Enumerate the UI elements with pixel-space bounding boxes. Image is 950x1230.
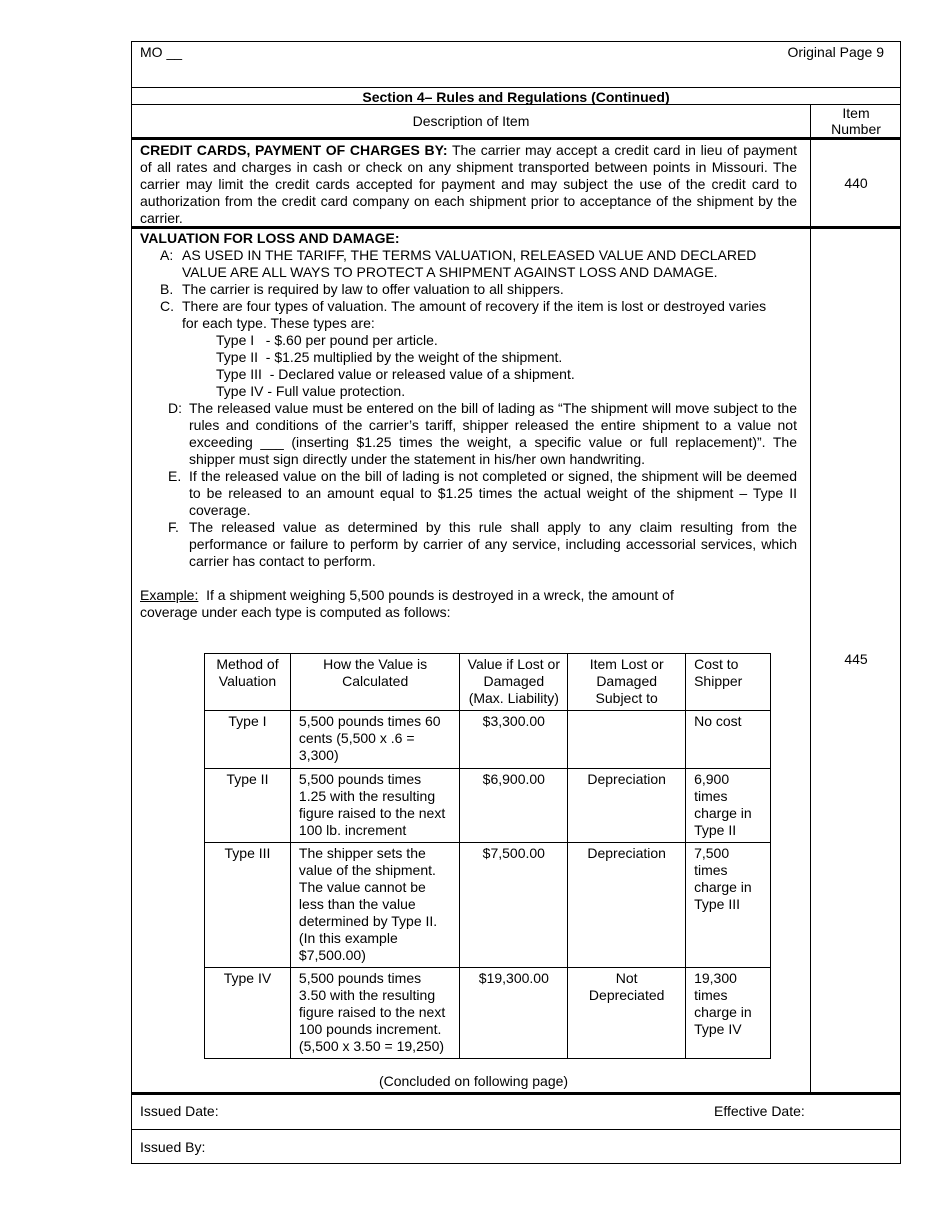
table-cell: $6,900.00 [460,769,568,843]
table-row [205,711,771,769]
mo-number: MO __ [140,44,183,60]
table-row [205,843,771,968]
clause-f [140,519,797,570]
table-header-cell: Value if Lost or Damaged (Max. Liability) [460,654,568,711]
clause-label: F. [168,519,179,535]
table-cell [568,711,686,769]
clause-text: The released value must be entered on the bill of lading as “The shipment will move subject to the rules and conditions of the carrier’s tariff, shipper released the entire shipment to a value not exceeding ___ (inserting $1.25 times the weight, a specific value or full replacement)”. The shipper must sign directly under the statement in his/her own handwriting. [189,400,797,467]
clause-text: The released value as determined by this rule shall apply to any claim resulting from the performance or failure to perform by carrier of any service, including accessorial services, which carrier has contact to perform. [189,519,797,569]
table-cell: 5,500 pounds times 1.25 with the resulting figure raised to the next 100 lb. increment [290,769,459,843]
clause-d [140,400,797,468]
col-description-header: Description of Item [412,113,530,129]
divider-thick [132,226,900,229]
clause-text: If the released value on the bill of lading is not completed or signed, the shipment will be deemed to be released to an amount equal to $1.25 times the actual weight of the shipment – Type II coverage. [189,468,797,518]
table-header-row [205,654,771,711]
clause-label: B. [160,281,174,297]
table-cell: $19,300.00 [460,968,568,1059]
table-cell: $7,500.00 [460,843,568,968]
tariff-page [131,41,901,1164]
table-cell: No cost [686,711,771,769]
table-cell: 5,500 pounds times 3.50 with the resulting figure raised to the next 100 pounds increment. (5,500 x 3.50 = 19,250) [290,968,459,1059]
table-cell: Type II [205,769,291,843]
table-header-cell: Cost to Shipper [686,654,771,711]
item-number-440: 440 [844,175,868,191]
table-header-cell: Item Lost or Damaged Subject to [568,654,686,711]
credit-cards-item [140,142,797,227]
divider [132,104,900,105]
clause-label: E. [168,468,182,484]
table-cell: Type IV [205,968,291,1059]
page-header [132,42,900,88]
table-cell: 6,900 times charge in Type II [686,769,771,843]
clause-text: There are four types of valuation. The amount of recovery if the item is lost or destroyed varies for each type. These types are: [182,298,767,331]
table-cell: $3,300.00 [460,711,568,769]
column-divider [810,105,811,1092]
issued-by-label: Issued By: [140,1139,206,1155]
effective-date-label: Effective Date: [714,1103,805,1119]
clause-label: D: [168,400,182,416]
type-line: Type IV - Full value protection. [216,383,406,399]
example-label: Example: [140,587,199,603]
type-line: Type I - $.60 per pound per article. [216,332,438,348]
divider-thick [132,1092,900,1095]
clause-c [140,298,797,332]
valuation-table [204,653,771,1059]
credit-cards-text: The carrier may accept a credit card in lieu of payment of all rates and charges in cash or check on any shipment transported between points in Missouri. The carrier may limit the credit cards accepted for payment and may subject the use of the credit card to authorization from the credit card company on each shipment prior to acceptance of the shipment by the carrier. [140,142,798,226]
valuation-heading: VALUATION FOR LOSS AND DAMAGE: [140,230,400,246]
clause-label: A: [160,247,174,263]
clause-b [140,281,797,298]
clause-a [140,247,797,281]
table-cell: 5,500 pounds times 60 cents (5,500 x .6 = 3,300) [290,711,459,769]
section-title: Section 4– Rules and Regulations (Continued) [362,89,670,105]
table-row [205,968,771,1059]
item-number-445: 445 [844,651,868,667]
table-cell: Depreciation [568,769,686,843]
divider [132,87,900,88]
divider-thick [132,137,900,140]
valuation-types [140,332,797,400]
table-cell: Type I [205,711,291,769]
table-cell: Not Depreciated [568,968,686,1059]
valuation-item [140,230,797,621]
clause-text: AS USED IN THE TARIFF, THE TERMS VALUATION, RELEASED VALUE AND DECLARED VALUE ARE ALL WAYS TO PROTECT A SHIPMENT AGAINST LOSS AND DAMAGE. [182,247,757,280]
col-item-number-header: Item Number [831,105,881,137]
clause-label: C. [160,298,174,314]
table-cell: Depreciation [568,843,686,968]
issued-date-label: Issued Date: [140,1103,219,1119]
table-header-cell: How the Value is Calculated [290,654,459,711]
example-paragraph [140,587,797,621]
table-cell: 7,500 times charge in Type III [686,843,771,968]
table-cell: Type III [205,843,291,968]
concluded-note: (Concluded on following page) [378,1073,569,1089]
clause-e [140,468,797,519]
type-line: Type II - $1.25 multiplied by the weight of the shipment. [216,349,563,365]
table-cell: 19,300 times charge in Type IV [686,968,771,1059]
divider [132,1129,900,1130]
page-number: Original Page 9 [787,44,884,60]
example-text: If a shipment weighing 5,500 pounds is destroyed in a wreck, the amount of coverage under each type is computed as follows: [140,587,674,620]
table-row [205,769,771,843]
type-line: Type III - Declared value or released value of a shipment. [216,366,575,382]
credit-cards-heading: CREDIT CARDS, PAYMENT OF CHARGES BY: [140,142,448,158]
table-cell: The shipper sets the value of the shipment. The value cannot be less than the value determined by Type II. (In this example $7,500.00) [290,843,459,968]
clause-text: The carrier is required by law to offer valuation to all shippers. [182,281,564,297]
table-header-cell: Method of Valuation [205,654,291,711]
